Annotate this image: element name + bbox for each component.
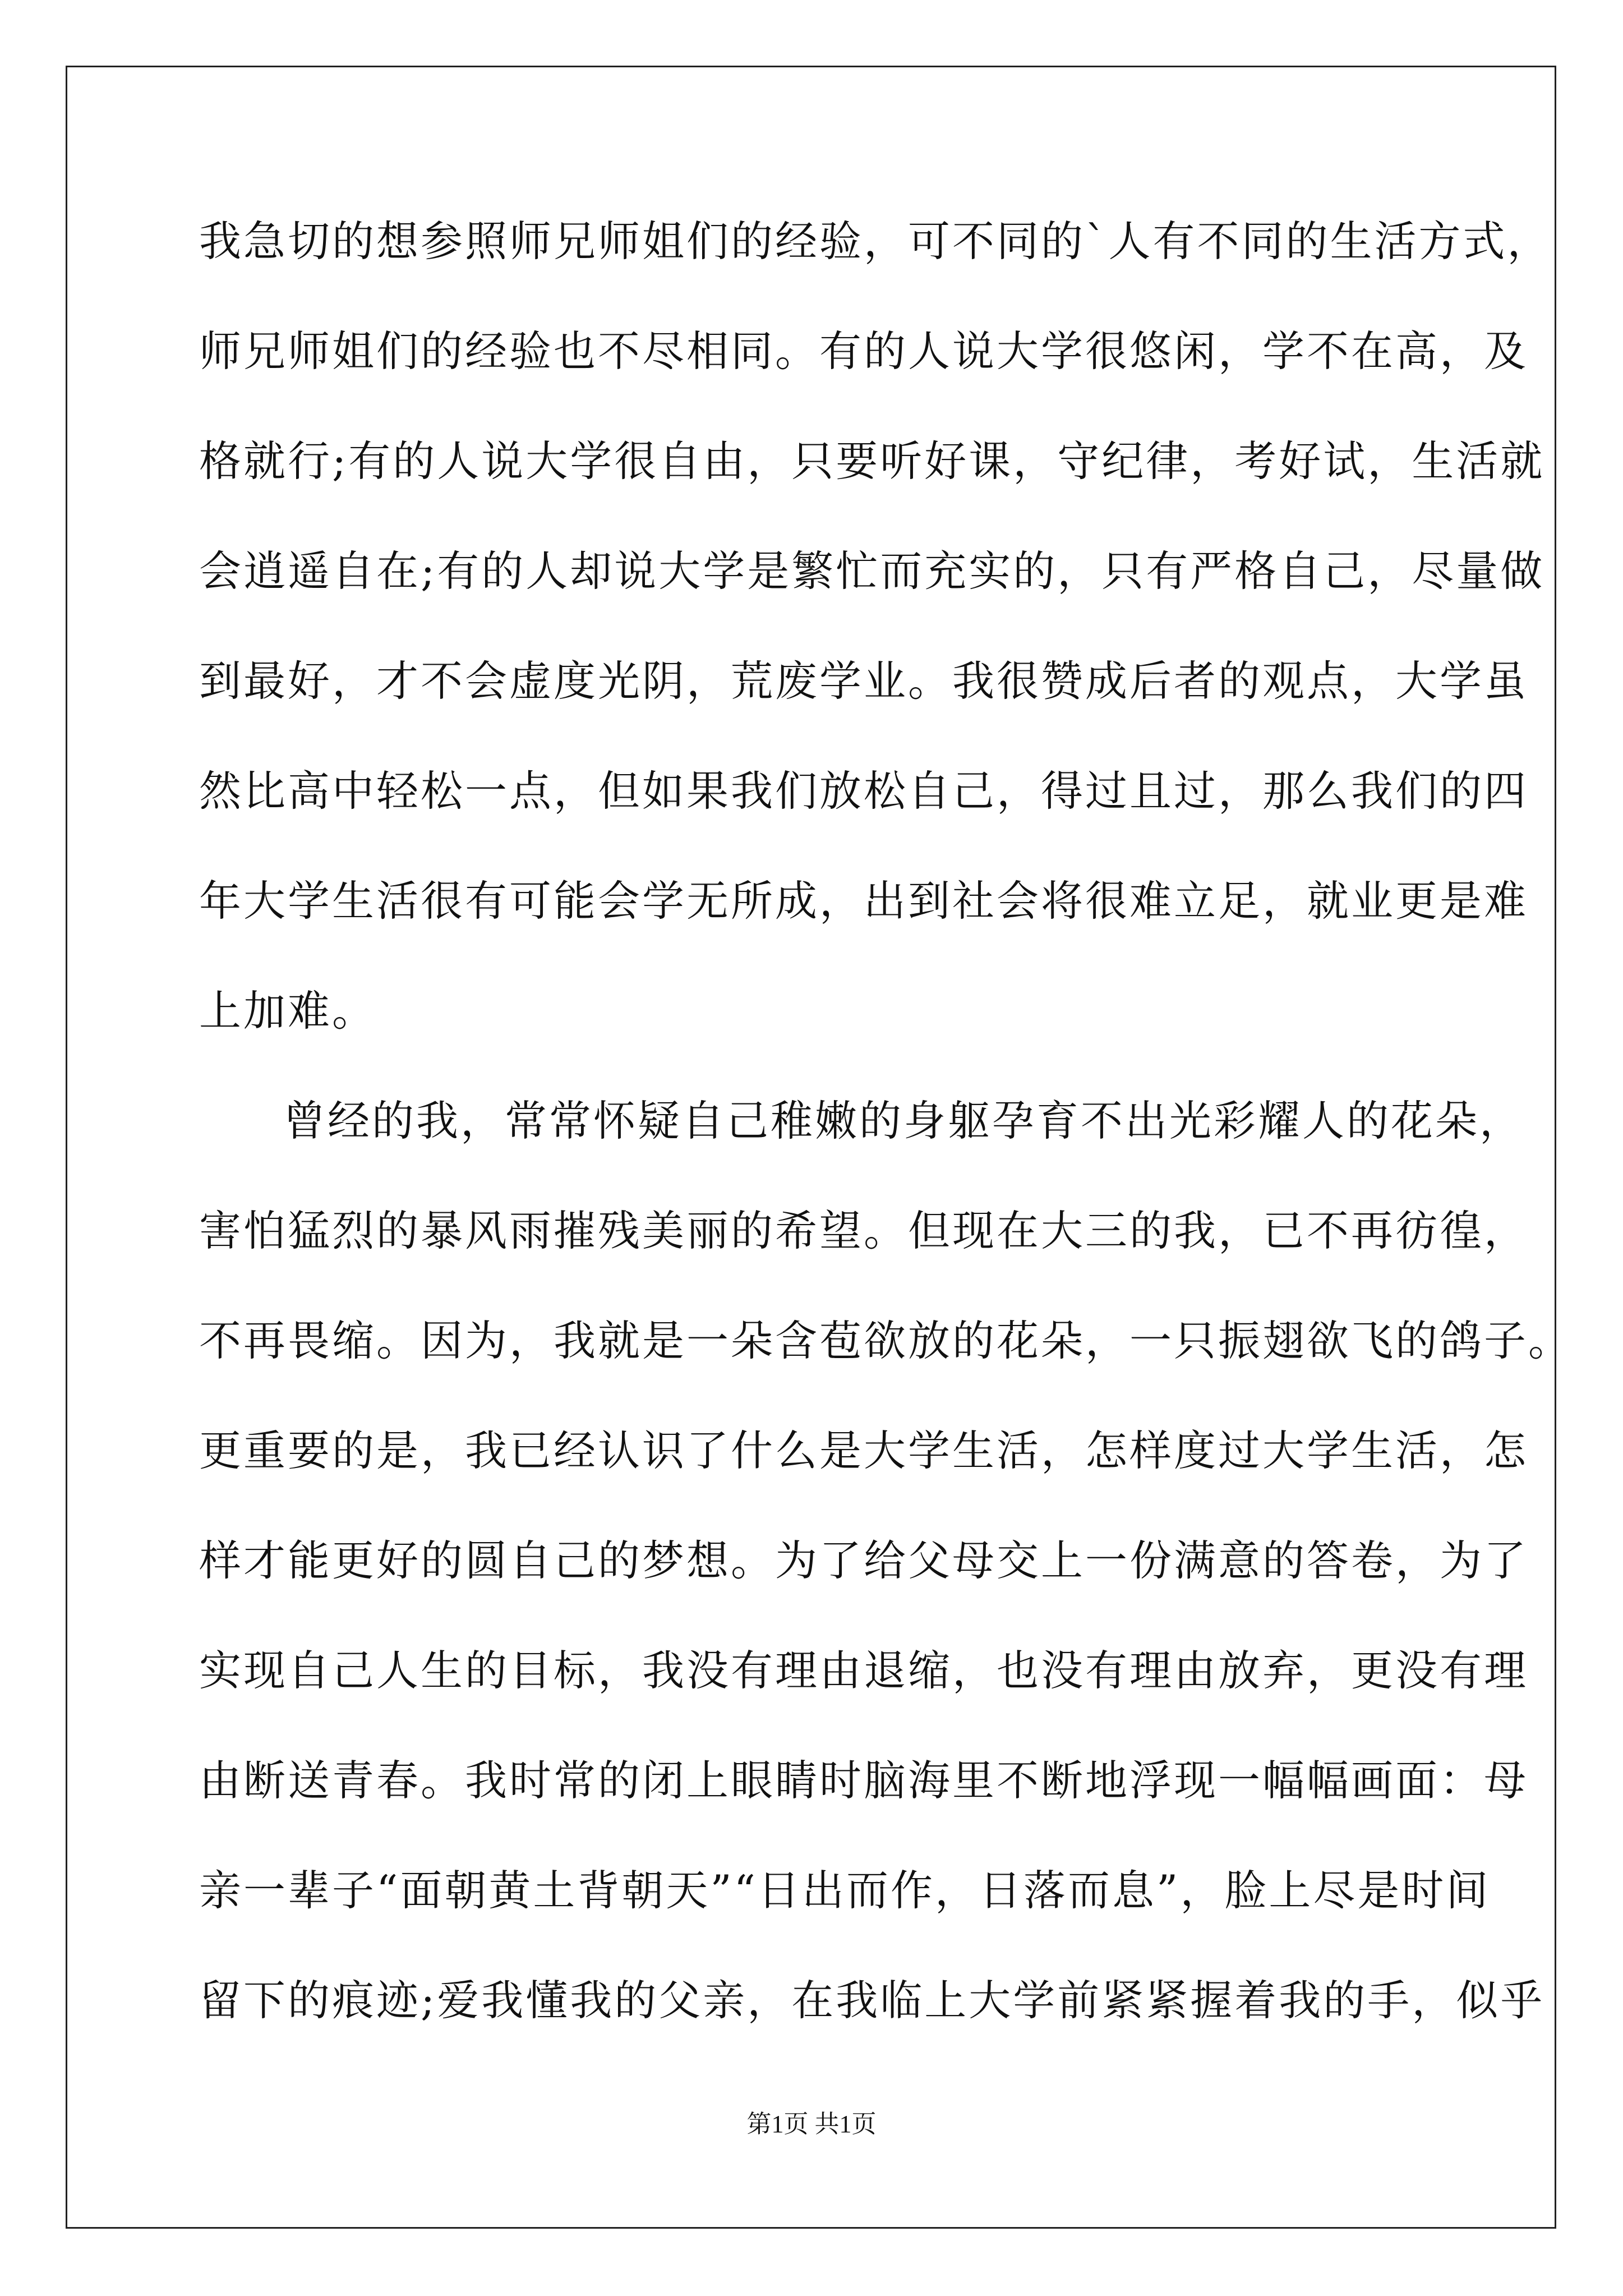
text-line-5: 到最好，才不会虚度光阴，荒废学业。我很赞成后者的观点，大学虽 xyxy=(199,656,1529,706)
text-line-4: 会逍遥自在;有的人却说大学是繁忙而充实的，只有严格自己，尽量做 xyxy=(199,546,1545,596)
text-line-15: 由断送青春。我时常的闭上眼睛时脑海里不断地浮现一幅幅画面：母 xyxy=(199,1756,1529,1805)
text-line-16: 亲一辈子“面朝黄土背朝天”“日出而作，日落而息”，脸上尽是时间 xyxy=(199,1866,1491,1915)
text-line-10: 害怕猛烈的暴风雨摧残美丽的希望。但现在大三的我，已不再彷徨， xyxy=(199,1206,1529,1255)
text-line-1: 我急切的想参照师兄师姐们的经验，可不同的`人有不同的生活方式， xyxy=(199,217,1552,266)
text-line-8: 上加难。 xyxy=(199,986,377,1036)
document-body xyxy=(199,208,1573,2077)
text-line-14: 实现自己人生的目标，我没有理由退缩，也没有理由放弃，更没有理 xyxy=(199,1646,1529,1695)
text-line-6: 然比高中轻松一点，但如果我们放松自己，得过且过，那么我们的四 xyxy=(199,766,1529,816)
text-line-17: 留下的痕迹;爱我懂我的父亲，在我临上大学前紧紧握着我的手，似乎 xyxy=(199,1976,1545,2025)
text-line-9: 曾经的我，常常怀疑自己稚嫩的身躯孕育不出光彩耀人的花朵， xyxy=(283,1096,1524,1145)
text-line-2: 师兄师姐们的经验也不尽相同。有的人说大学很悠闲，学不在高，及 xyxy=(199,326,1529,376)
text-line-7: 年大学生活很有可能会学无所成，出到社会将很难立足，就业更是难 xyxy=(199,876,1529,926)
page-footer: 第1页 共1页 xyxy=(746,2110,877,2138)
text-line-13: 样才能更好的圆自己的梦想。为了给父母交上一份满意的答卷，为了 xyxy=(199,1536,1529,1585)
text-line-12: 更重要的是，我已经认识了什么是大学生活，怎样度过大学生活，怎 xyxy=(199,1426,1529,1475)
text-line-3: 格就行;有的人说大学很自由，只要听好课，守纪律，考好试，生活就 xyxy=(199,436,1545,486)
text-line-11: 不再畏缩。因为，我就是一朵含苞欲放的花朵，一只振翅欲飞的鸽子。 xyxy=(199,1316,1573,1365)
